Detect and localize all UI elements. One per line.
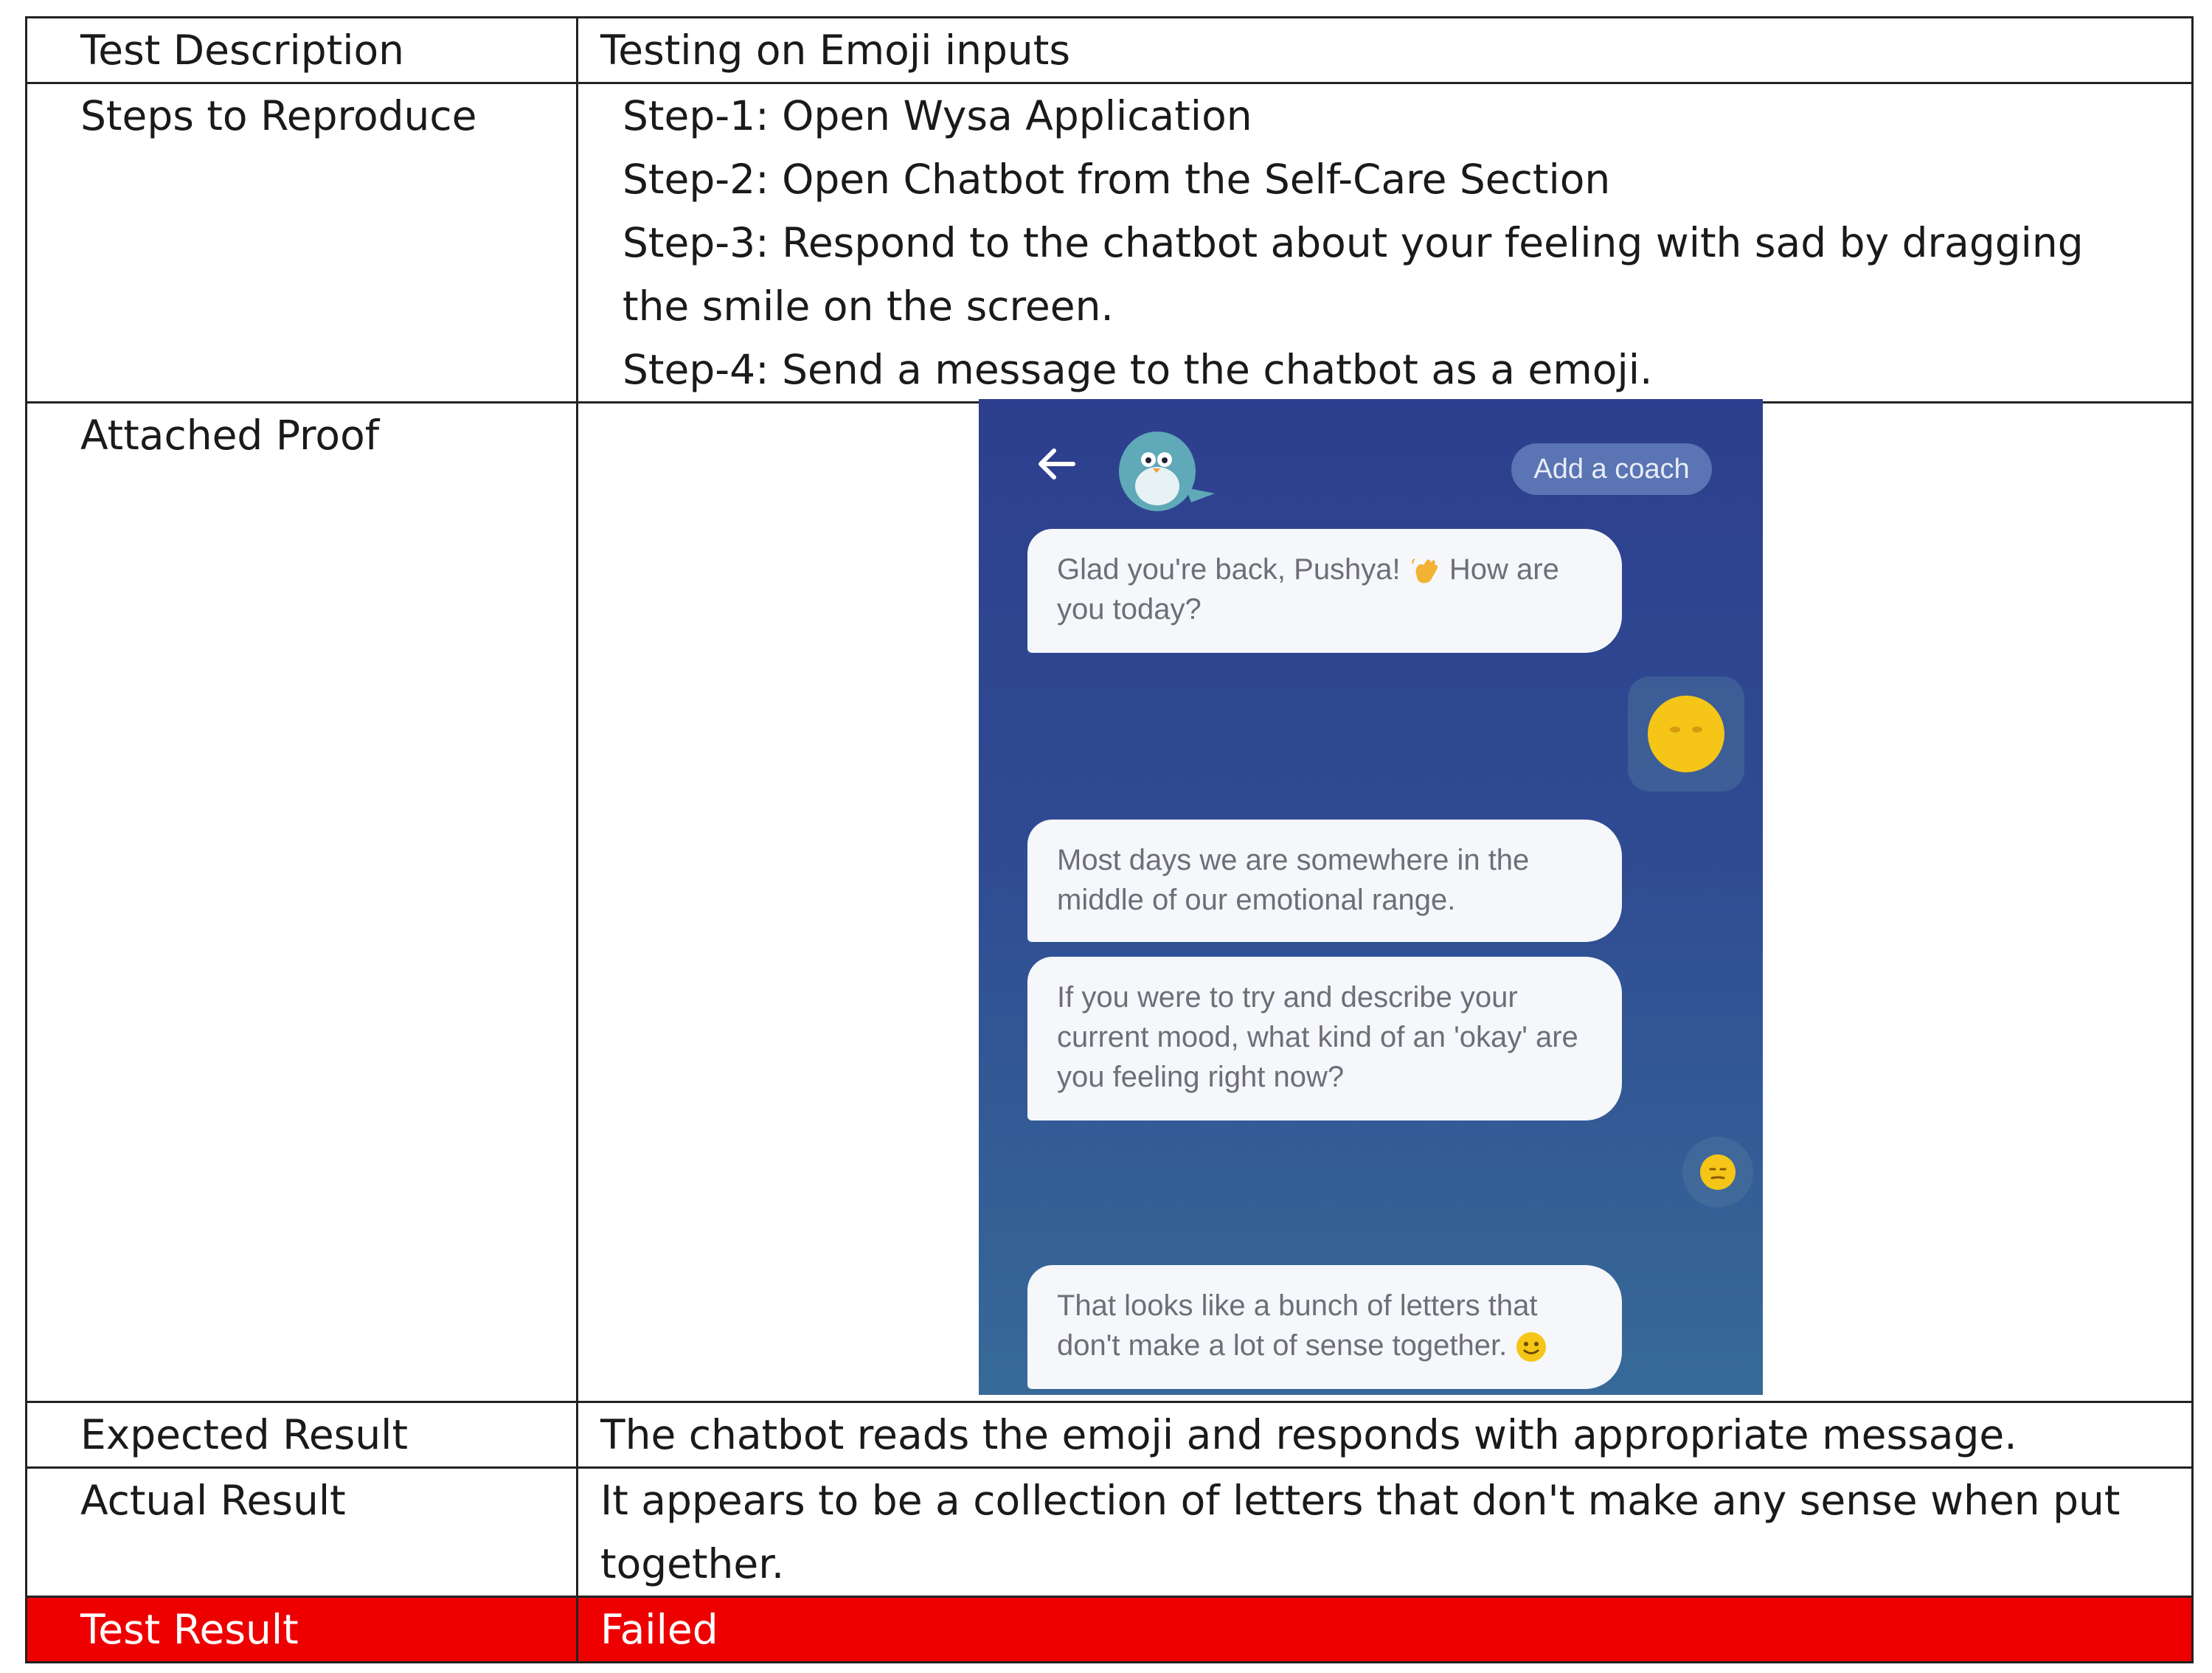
slightly-smiling-emoji-icon	[1515, 1331, 1547, 1363]
bot-message-1	[1027, 529, 1622, 653]
step-4: Step-4: Send a message to the chatbot as a emoji.	[623, 346, 1653, 393]
label-test-description: Test Description	[80, 27, 405, 74]
label-attached-proof: Attached Proof	[80, 412, 380, 459]
pensive-face-emoji-icon	[1682, 1137, 1753, 1208]
bot-message-4	[1027, 1265, 1622, 1389]
add-coach-button[interactable]: Add a coach	[1511, 443, 1712, 495]
step-2: Step-2: Open Chatbot from the Self-Care Section	[623, 156, 1611, 203]
step-3: Step-3: Respond to the chatbot about your feeling with sad by dragging the smile on the screen.	[623, 219, 2084, 330]
waving-hand-emoji-icon	[1409, 555, 1441, 587]
sad-face-emoji-icon	[1628, 676, 1744, 792]
wysa-chat-screenshot	[979, 399, 1763, 1395]
user-emoji-message-1	[1628, 676, 1744, 792]
bot-message-4-text: That looks like a bunch of letters that don't make a lot of sense together.	[1057, 1289, 1538, 1362]
value-cell	[578, 83, 2193, 403]
value-cell	[578, 1468, 2193, 1597]
value-actual-result: It appears to be a collection of letters that don't make any sense when put together.	[600, 1477, 2121, 1587]
value-cell	[578, 1402, 2193, 1468]
bot-message-2: Most days we are somewhere in the middle of our emotional range.	[1027, 820, 1622, 942]
back-arrow-icon[interactable]	[1035, 442, 1079, 486]
label-test-result: Test Result	[80, 1606, 299, 1653]
steps-list	[578, 84, 2191, 401]
value-cell	[578, 1597, 2193, 1663]
label-actual-result: Actual Result	[80, 1477, 346, 1524]
label-steps: Steps to Reproduce	[80, 92, 477, 139]
row-actual-result	[27, 1468, 2193, 1597]
user-emoji-message-2	[1682, 1137, 1753, 1208]
row-test-result	[27, 1597, 2193, 1663]
row-expected-result	[27, 1402, 2193, 1468]
label-cell	[27, 403, 578, 1402]
row-steps-to-reproduce	[27, 83, 2193, 403]
bot-message-3: If you were to try and describe your current mood, what kind of an 'okay' are you feeling right now?	[1027, 957, 1622, 1120]
label-expected-result: Expected Result	[80, 1411, 409, 1458]
step-1: Step-1: Open Wysa Application	[623, 92, 1252, 139]
value-expected-result: The chatbot reads the emoji and responds with appropriate message.	[600, 1411, 2017, 1458]
label-cell	[27, 1402, 578, 1468]
row-test-description	[27, 18, 2193, 83]
label-cell	[27, 1468, 578, 1597]
label-cell	[27, 18, 578, 83]
wysa-penguin-avatar-icon	[1112, 426, 1222, 514]
bot-message-1-part2: How are you today?	[1057, 553, 1559, 626]
value-test-result: Failed	[600, 1606, 718, 1653]
value-test-description: Testing on Emoji inputs	[600, 27, 1070, 74]
value-cell	[578, 18, 2193, 83]
bot-message-1-part1: Glad you're back, Pushya!	[1057, 553, 1401, 586]
label-cell	[27, 1597, 578, 1663]
label-cell	[27, 83, 578, 403]
